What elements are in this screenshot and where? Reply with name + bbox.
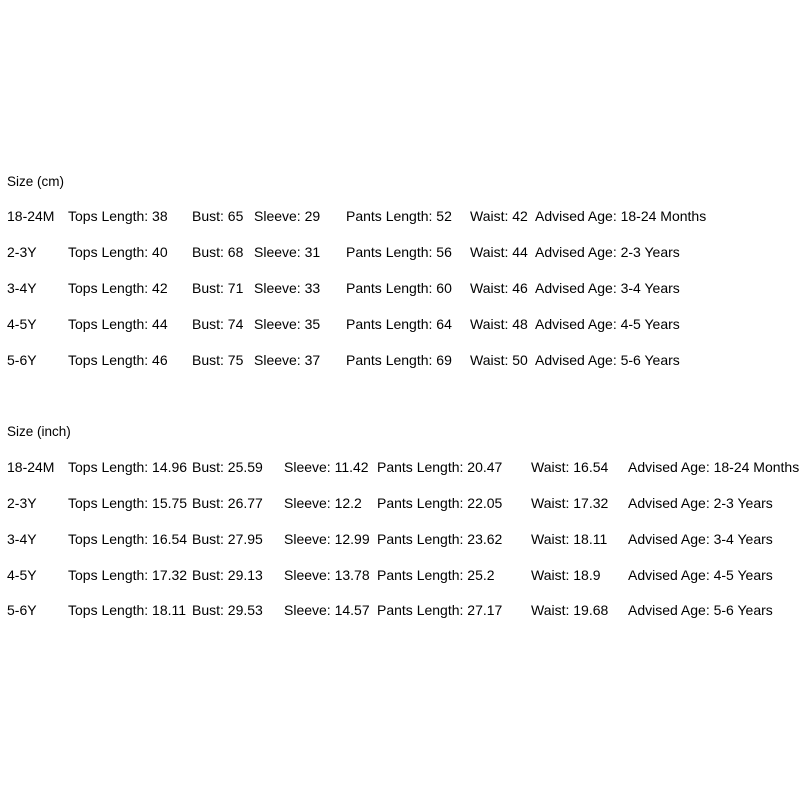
waist: Waist: 17.32 [531,495,609,511]
inch-table-row [0,459,800,479]
cm-table-row [0,280,800,300]
size-label: 5-6Y [7,352,37,368]
bust: Bust: 75 [192,352,244,368]
waist: Waist: 50 [470,352,528,368]
inch-table-row [0,567,800,587]
size-label: 18-24M [7,208,55,224]
size-label: 3-4Y [7,531,37,547]
advised-age: Advised Age: 4-5 Years [628,567,773,583]
advised-age: Advised Age: 2-3 Years [628,495,773,511]
waist: Waist: 44 [470,244,528,260]
sleeve: Sleeve: 31 [254,244,321,260]
pants-length: Pants Length: 22.05 [377,495,503,511]
tops-length: Tops Length: 38 [68,208,168,224]
advised-age: Advised Age: 18-24 Months [628,459,800,475]
waist: Waist: 19.68 [531,602,609,618]
bust: Bust: 68 [192,244,244,260]
tops-length: Tops Length: 17.32 [68,567,188,583]
pants-length: Pants Length: 25.2 [377,567,495,583]
advised-age: Advised Age: 3-4 Years [628,531,773,547]
tops-length: Tops Length: 18.11 [68,602,187,618]
pants-length: Pants Length: 20.47 [377,459,503,475]
bust: Bust: 29.53 [192,602,263,618]
advised-age: Advised Age: 2-3 Years [535,244,680,260]
sleeve: Sleeve: 12.2 [284,495,362,511]
sleeve: Sleeve: 13.78 [284,567,370,583]
inch-table-row [0,495,800,515]
cm-table-row [0,208,800,228]
size-label: 2-3Y [7,495,37,511]
cm-table-row [0,316,800,336]
sleeve: Sleeve: 29 [254,208,321,224]
pants-length: Pants Length: 27.17 [377,602,503,618]
size-label: 18-24M [7,459,55,475]
bust: Bust: 29.13 [192,567,263,583]
cm-table-row [0,244,800,264]
sleeve: Sleeve: 12.99 [284,531,370,547]
tops-length: Tops Length: 44 [68,316,168,332]
tops-length: Tops Length: 16.54 [68,531,188,547]
size-label: 5-6Y [7,602,37,618]
pants-length: Pants Length: 64 [346,316,452,332]
advised-age: Advised Age: 4-5 Years [535,316,680,332]
waist: Waist: 18.11 [531,531,608,547]
bust: Bust: 26.77 [192,495,263,511]
pants-length: Pants Length: 69 [346,352,452,368]
waist: Waist: 16.54 [531,459,609,475]
pants-length: Pants Length: 52 [346,208,452,224]
waist: Waist: 42 [470,208,528,224]
advised-age: Advised Age: 5-6 Years [535,352,680,368]
pants-length: Pants Length: 23.62 [377,531,503,547]
tops-length: Tops Length: 14.96 [68,459,188,475]
bust: Bust: 71 [192,280,244,296]
size-label: 2-3Y [7,244,37,260]
tops-length: Tops Length: 42 [68,280,168,296]
advised-age: Advised Age: 3-4 Years [535,280,680,296]
pants-length: Pants Length: 56 [346,244,452,260]
tops-length: Tops Length: 46 [68,352,168,368]
sleeve: Sleeve: 37 [254,352,321,368]
size-label: 4-5Y [7,567,37,583]
waist: Waist: 18.9 [531,567,601,583]
size-label: 3-4Y [7,280,37,296]
sleeve: Sleeve: 33 [254,280,321,296]
inch-table-row [0,531,800,551]
inch-table-row [0,602,800,622]
advised-age: Advised Age: 18-24 Months [535,208,707,224]
bust: Bust: 65 [192,208,244,224]
cm-table-row [0,352,800,372]
bust: Bust: 25.59 [192,459,263,475]
cm-table-heading: Size (cm) [7,174,64,189]
sleeve: Sleeve: 11.42 [284,459,369,475]
waist: Waist: 46 [470,280,528,296]
sleeve: Sleeve: 35 [254,316,321,332]
bust: Bust: 27.95 [192,531,263,547]
tops-length: Tops Length: 15.75 [68,495,188,511]
pants-length: Pants Length: 60 [346,280,452,296]
advised-age: Advised Age: 5-6 Years [628,602,773,618]
tops-length: Tops Length: 40 [68,244,168,260]
size-label: 4-5Y [7,316,37,332]
inch-table-heading: Size (inch) [7,424,71,439]
bust: Bust: 74 [192,316,244,332]
waist: Waist: 48 [470,316,528,332]
sleeve: Sleeve: 14.57 [284,602,370,618]
